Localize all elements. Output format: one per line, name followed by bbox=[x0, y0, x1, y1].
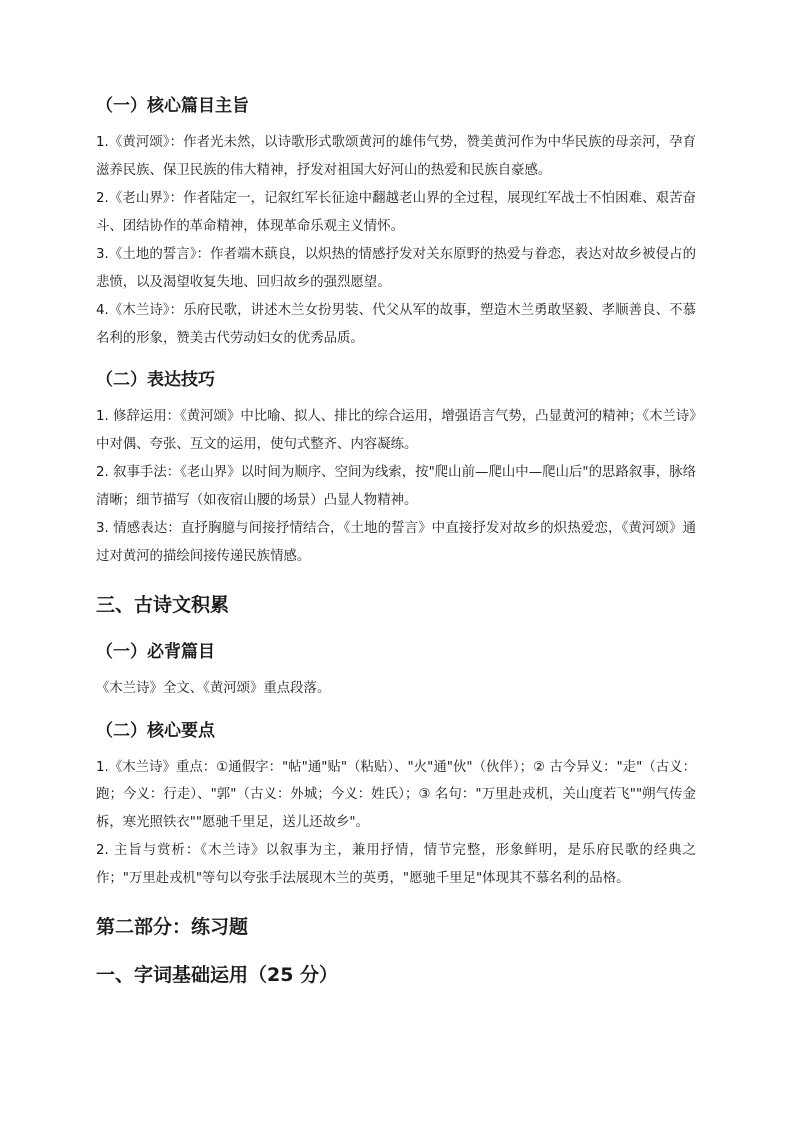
paragraph-laoshanjie: 2.《老山界》：作者陆定一，记叙红军长征途中翻越老山界的全过程，展现红军战士不怕困难、艰苦奋斗、团结协作的革命精神，体现革命乐观主义情怀。 bbox=[96, 191, 696, 234]
heading-core-themes: （一）核心篇目主旨 bbox=[96, 96, 249, 116]
paragraph-emotion: 3. 情感表达：直抒胸臆与间接抒情结合，《土地的誓言》中直接抒发对故乡的炽热爱恋，《黄河颂》通过对黄河的描绘间接传递民族情感。 bbox=[96, 521, 696, 564]
heading-must-recite: （一）必背篇目 bbox=[96, 642, 215, 662]
heading-part-two: 第二部分：练习题 bbox=[96, 916, 249, 938]
paragraph-must-recite: 《木兰诗》全文、《黄河颂》重点段落。 bbox=[96, 681, 331, 696]
heading-poetry-accumulation: 三、古诗文积累 bbox=[96, 594, 230, 616]
paragraph-tudi-shiyan: 3.《土地的誓言》：作者端木蕻良，以炽热的情感抒发对关东原野的热爱与眷恋，表达对故乡被侵占的悲愤，以及渴望收复失地、回归故乡的强烈愿望。 bbox=[96, 247, 696, 290]
paragraph-mulan-shi: 4.《木兰诗》：乐府民歌，讲述木兰女扮男装、代父从军的故事，塑造木兰勇敢坚毅、孝顺善良、不慕名利的形象，赞美古代劳动妇女的优秀品质。 bbox=[96, 303, 696, 346]
heading-vocabulary-exercise: 一、字词基础运用（25 分） bbox=[96, 964, 339, 986]
heading-key-points: （二）核心要点 bbox=[96, 720, 215, 741]
document-body bbox=[96, 93, 696, 1001]
paragraph-narrative: 2. 叙事手法：《老山界》以时间为顺序、空间为线索，按"爬山前—爬山中—爬山后"的思路叙事，脉络清晰；细节描写（如夜宿山腰的场景）凸显人物精神。 bbox=[96, 465, 696, 508]
paragraph-theme-appreciation: 2. 主旨与赏析：《木兰诗》以叙事为主，兼用抒情，情节完整，形象鲜明，是乐府民歌的经典之作；"万里赴戎机"等句以夸张手法展现木兰的英勇，"愿驰千里足"体现其不慕名利的品格。 bbox=[96, 843, 696, 886]
paragraph-rhetoric: 1. 修辞运用：《黄河颂》中比喻、拟人、排比的综合运用，增强语言气势，凸显黄河的精神；《木兰诗》中对偶、夸张、互文的运用，使句式整齐、内容凝练。 bbox=[96, 409, 696, 452]
paragraph-huanghe-song: 1.《黄河颂》：作者光未然，以诗歌形式歌颂黄河的雄伟气势，赞美黄河作为中华民族的母亲河，孕育滋养民族、保卫民族的伟大精神，抒发对祖国大好河山的热爱和民族自豪感。 bbox=[96, 135, 696, 178]
paragraph-mulan-key-points: 1.《木兰诗》重点：①通假字："帖"通"贴"（粘贴）、"火"通"伙"（伙伴）；② 古今异义："走"（古义：跑；今义：行走）、"郭"（古义：外城；今义：姓氏）；③ 名句："万里赴戎机，关山度若飞""朔气传金柝，寒光照铁衣""愿驰千里足，送儿还故乡"。 bbox=[96, 759, 696, 830]
heading-techniques: （二）表达技巧 bbox=[96, 370, 215, 390]
